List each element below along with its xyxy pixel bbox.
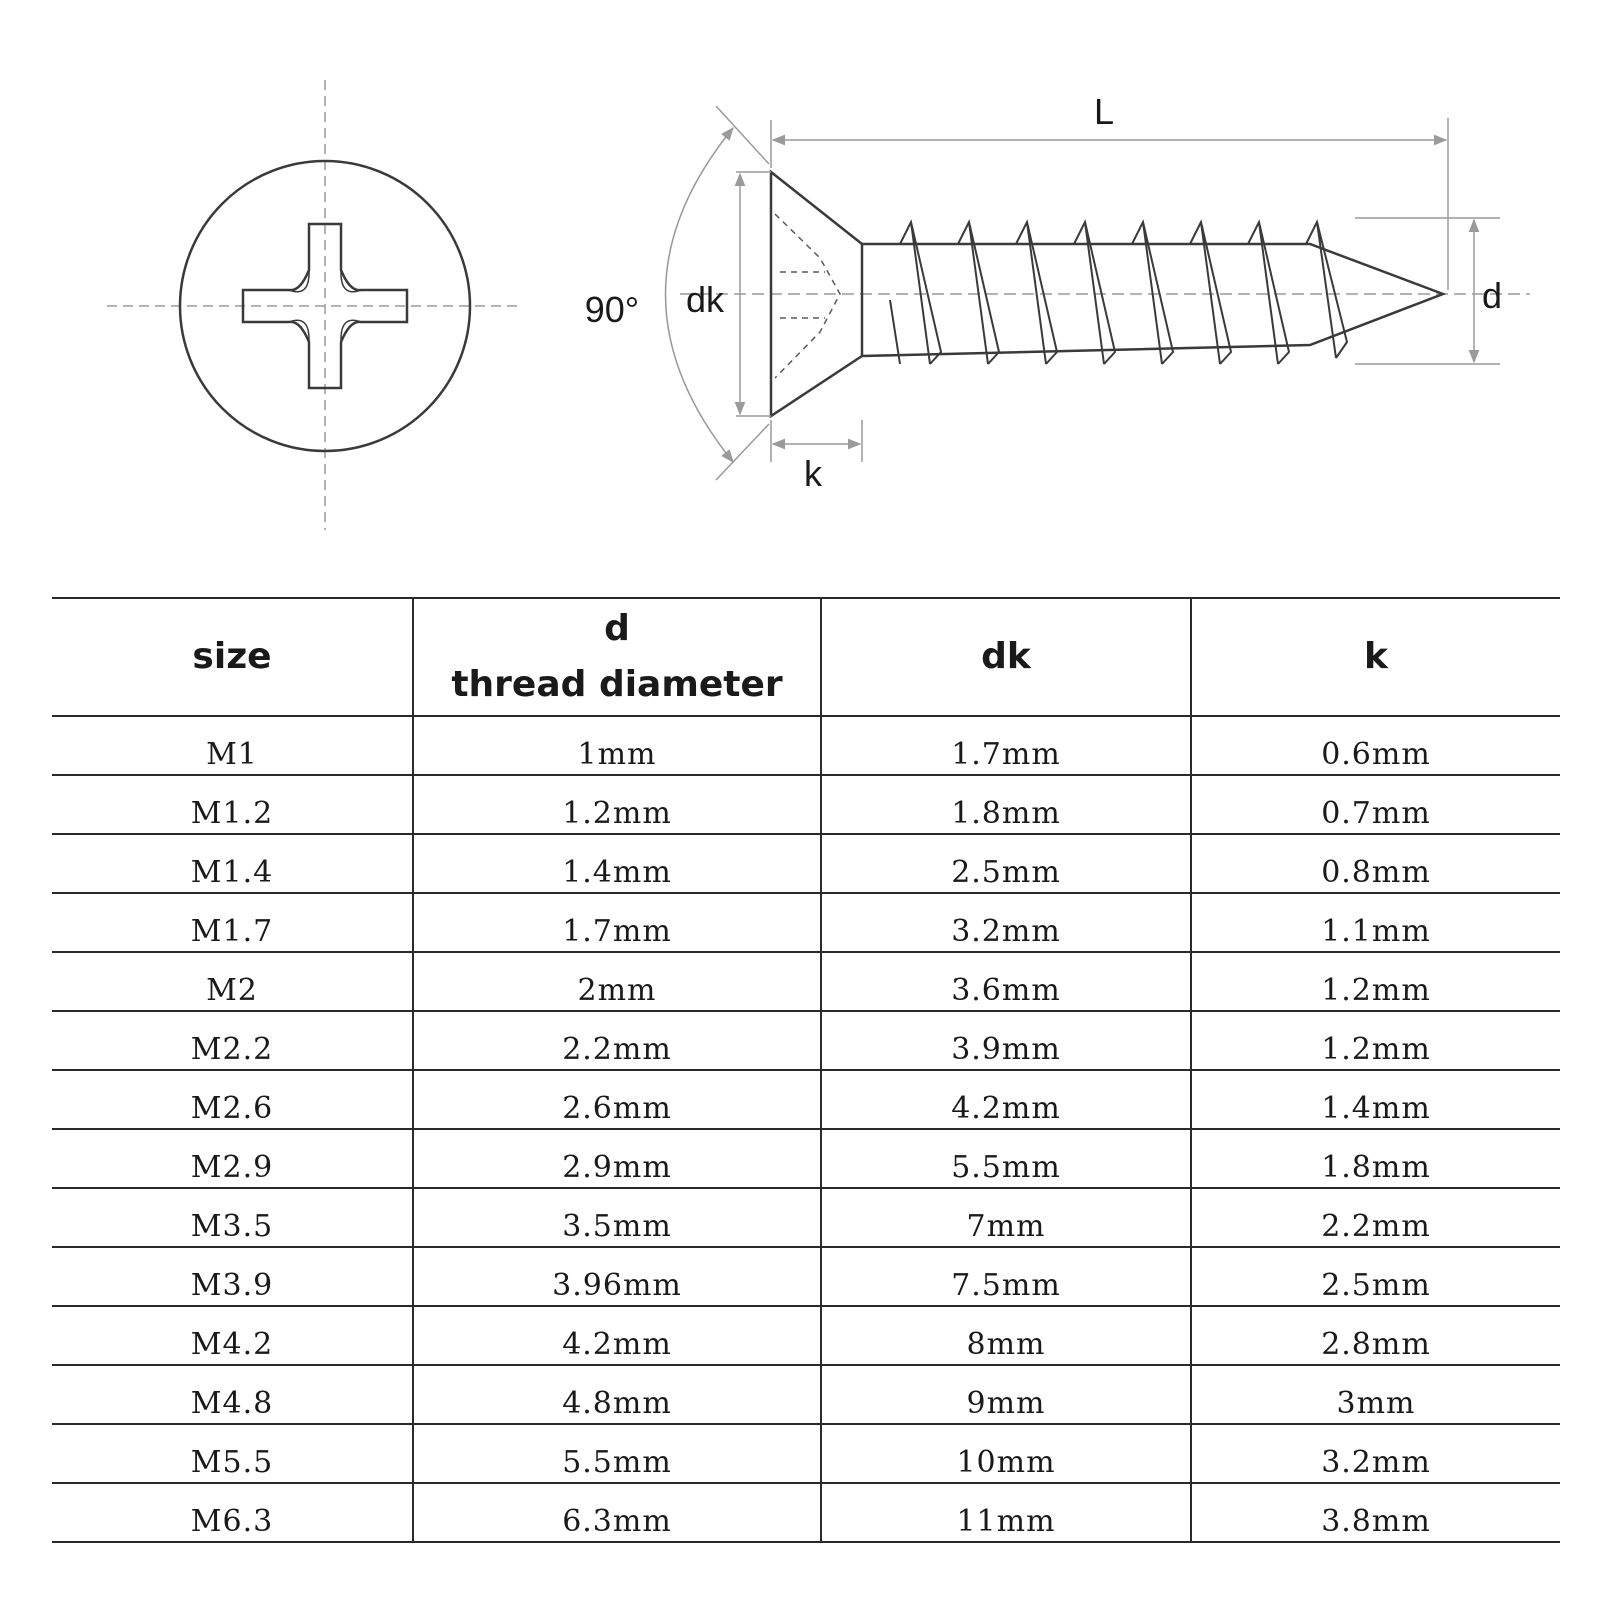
thread-diameter-cell: 1.2mm [413,775,821,834]
column-header-d [413,598,821,716]
size-cell: M4.8 [52,1365,413,1424]
head-diameter-cell: 4.2mm [821,1070,1191,1129]
table-row [52,775,1560,834]
head-height-label: k [804,453,822,494]
table-row [52,1365,1560,1424]
size-cell: M2.2 [52,1011,413,1070]
length-label: L [1093,91,1115,132]
table-row [52,1306,1560,1365]
head-diameter-cell: 10mm [821,1424,1191,1483]
thread-diameter-label: d [1481,275,1503,316]
head-height-cell: 0.6mm [1191,716,1560,775]
table-row [52,1070,1560,1129]
head-height-cell: 1.2mm [1191,1011,1560,1070]
size-cell: M2 [52,952,413,1011]
head-height-cell: 2.5mm [1191,1247,1560,1306]
head-diameter-cell: 2.5mm [821,834,1191,893]
size-cell: M3.5 [52,1188,413,1247]
table-row [52,893,1560,952]
table-row [52,1247,1560,1306]
column-header-text: d [604,608,630,649]
head-diameter-cell: 8mm [821,1306,1191,1365]
thread-diameter-cell: 3.96mm [413,1247,821,1306]
thread-diameter-cell: 3.5mm [413,1188,821,1247]
column-header-text: dk [981,636,1031,677]
size-cell: M1 [52,716,413,775]
table-row [52,1188,1560,1247]
head-height-cell: 3mm [1191,1365,1560,1424]
head-diameter-cell: 11mm [821,1483,1191,1542]
head-diameter-cell: 7mm [821,1188,1191,1247]
table-body [52,716,1560,1542]
head-height-cell: 1.2mm [1191,952,1560,1011]
head-diameter-cell: 5.5mm [821,1129,1191,1188]
size-cell: M1.4 [52,834,413,893]
head-height-cell: 3.8mm [1191,1483,1560,1542]
table-row [52,1011,1560,1070]
head-diameter-cell: 1.8mm [821,775,1191,834]
table-row [52,1424,1560,1483]
table-row [52,834,1560,893]
head-diameter-cell: 3.2mm [821,893,1191,952]
thread-diameter-cell: 1.7mm [413,893,821,952]
table-row [52,1483,1560,1542]
head-height-cell: 2.2mm [1191,1188,1560,1247]
thread-diameter-cell: 1mm [413,716,821,775]
head-height-cell: 1.8mm [1191,1129,1560,1188]
thread-diameter-cell: 1.4mm [413,834,821,893]
thread-diameter-cell: 6.3mm [413,1483,821,1542]
head-diameter-cell: 7.5mm [821,1247,1191,1306]
screw-side-view [585,91,1530,494]
head-height-cell: 3.2mm [1191,1424,1560,1483]
size-cell: M6.3 [52,1483,413,1542]
table-row [52,1129,1560,1188]
size-cell: M5.5 [52,1424,413,1483]
size-cell: M2.9 [52,1129,413,1188]
head-height-cell: 0.8mm [1191,834,1560,893]
head-diameter-cell: 3.6mm [821,952,1191,1011]
size-cell: M1.7 [52,893,413,952]
thread-diameter-cell: 4.8mm [413,1365,821,1424]
size-cell: M4.2 [52,1306,413,1365]
screw-spec-table [52,597,1560,1543]
hidden-recess-lines [775,214,840,378]
head-height-cell: 2.8mm [1191,1306,1560,1365]
angle-label: 90° [584,289,640,330]
column-header-k [1191,598,1560,716]
thread-diameter-cell: 2mm [413,952,821,1011]
head-diameter-label: dk [685,279,725,320]
thread-diameter-cell: 2.9mm [413,1129,821,1188]
head-diameter-cell: 1.7mm [821,716,1191,775]
column-header-dk [821,598,1191,716]
head-height-cell: 1.1mm [1191,893,1560,952]
table-header-row [52,598,1560,716]
column-header-text: size [192,636,272,677]
column-header-size [52,598,413,716]
column-header-text: thread diameter [451,664,783,705]
extension-lines [716,106,1503,480]
head-height-cell: 0.7mm [1191,775,1560,834]
head-height-cell: 1.4mm [1191,1070,1560,1129]
size-cell: M2.6 [52,1070,413,1129]
thread-diameter-cell: 5.5mm [413,1424,821,1483]
screw-dimension-diagram [0,0,1600,560]
thread-diameter-cell: 2.6mm [413,1070,821,1129]
size-cell: M3.9 [52,1247,413,1306]
column-header-text: k [1364,636,1388,677]
table-row [52,716,1560,775]
head-diameter-cell: 3.9mm [821,1011,1191,1070]
thread-diameter-cell: 4.2mm [413,1306,821,1365]
size-cell: M1.2 [52,775,413,834]
head-diameter-cell: 9mm [821,1365,1191,1424]
table-row [52,952,1560,1011]
thread-diameter-cell: 2.2mm [413,1011,821,1070]
screw-head-top-view [107,80,522,530]
